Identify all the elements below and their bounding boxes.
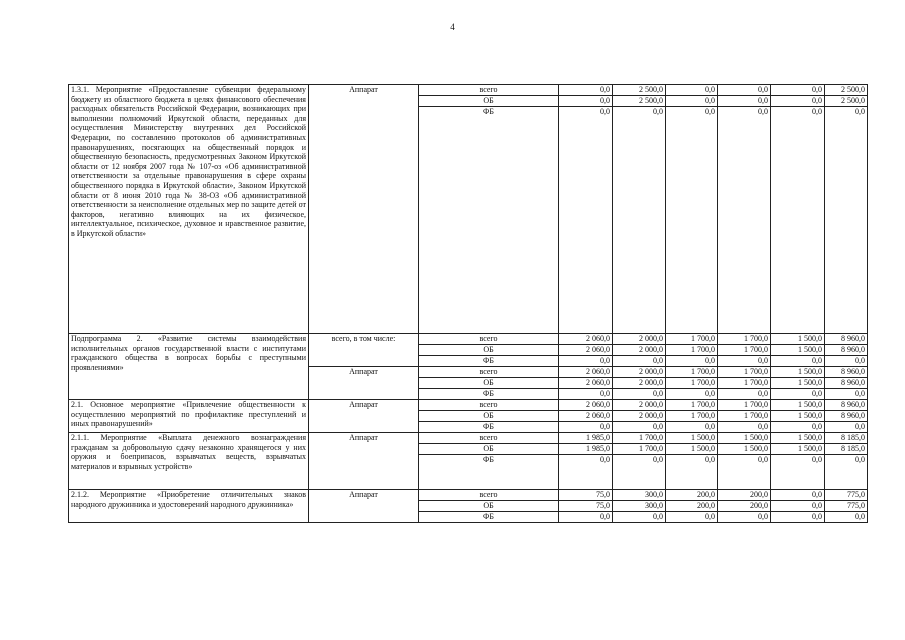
funding-source-cell: ОБ xyxy=(419,345,559,356)
year-value-cell: 1 500,0 xyxy=(666,433,718,444)
year-value-cell: 1 700,0 xyxy=(718,378,771,389)
year-value-cell: 0,0 xyxy=(666,107,718,334)
year-value-cell: 0,0 xyxy=(559,96,613,107)
year-value-cell: 0,0 xyxy=(771,455,825,490)
measure-description: 2.1.2. Мероприятие «Приобретение отличительных знаков народного дружинника и удостоверений народного дружинника» xyxy=(69,490,309,523)
funding-source-cell: ФБ xyxy=(419,422,559,433)
total-value-cell: 2 500,0 xyxy=(825,85,868,96)
funding-source-cell: ОБ xyxy=(419,501,559,512)
total-value-cell: 8 960,0 xyxy=(825,378,868,389)
measure-description: 2.1.1. Мероприятие «Выплата денежного вознаграждения гражданам за добровольную сдачу незаконно хранящегося у них оружия и боеприпасов, взрывчатых веществ, взрывчатых материалов и взрывных устройств» xyxy=(69,433,309,490)
total-value-cell: 0,0 xyxy=(825,455,868,490)
year-value-cell: 75,0 xyxy=(559,490,613,501)
year-value-cell: 0,0 xyxy=(666,96,718,107)
year-value-cell: 1 500,0 xyxy=(718,433,771,444)
year-value-cell: 0,0 xyxy=(666,85,718,96)
year-value-cell: 0,0 xyxy=(771,389,825,400)
table-row xyxy=(69,490,868,501)
year-value-cell: 1 500,0 xyxy=(666,444,718,455)
year-value-cell: 200,0 xyxy=(718,490,771,501)
year-value-cell: 1 500,0 xyxy=(771,378,825,389)
measure-description: 1.3.1. Мероприятие «Предоставление субвенции федеральному бюджету из областного бюджета в целях финансового обеспечения расходных обязательств Российской Федерации, возникающих при выполнении полномочий Иркутской области, переданных для осуществления Министерству внутренних дел Российской Федерации, по составлению протоколов об административных правонарушениях, посягающих на общественный порядок и общественную безопасность, предусмотренных Законом Иркутской области от 12 ноября 2007 года № 107-оз «Об административной ответственности за отдельные правонарушения в сфере охраны общественного порядка в Иркутской области», Законом Иркутской области от 8 июня 2010 года № 38-ОЗ «Об административной ответственности за неисполнение отдельных мер по защите детей от факторов, негативно влияющих на их физическое, интеллектуальное, психическое, духовное и нравственное развитие, в Иркутской области» xyxy=(69,85,309,334)
year-value-cell: 0,0 xyxy=(613,107,666,334)
year-value-cell: 2 000,0 xyxy=(613,345,666,356)
year-value-cell: 2 060,0 xyxy=(559,378,613,389)
funding-source-cell: ФБ xyxy=(419,107,559,334)
year-value-cell: 2 060,0 xyxy=(559,367,613,378)
total-value-cell: 8 960,0 xyxy=(825,367,868,378)
year-value-cell: 0,0 xyxy=(666,455,718,490)
year-value-cell: 0,0 xyxy=(613,389,666,400)
funding-source-cell: ФБ xyxy=(419,512,559,523)
funding-source-cell: ФБ xyxy=(419,455,559,490)
year-value-cell: 0,0 xyxy=(718,512,771,523)
year-value-cell: 2 060,0 xyxy=(559,411,613,422)
year-value-cell: 0,0 xyxy=(613,356,666,367)
year-value-cell: 0,0 xyxy=(559,107,613,334)
year-value-cell: 0,0 xyxy=(718,389,771,400)
table-row xyxy=(69,400,868,411)
year-value-cell: 1 500,0 xyxy=(718,444,771,455)
year-value-cell: 0,0 xyxy=(771,512,825,523)
year-value-cell: 0,0 xyxy=(559,389,613,400)
total-value-cell: 8 960,0 xyxy=(825,345,868,356)
year-value-cell: 0,0 xyxy=(771,96,825,107)
year-value-cell: 0,0 xyxy=(613,455,666,490)
year-value-cell: 0,0 xyxy=(771,490,825,501)
year-value-cell: 200,0 xyxy=(666,501,718,512)
executor-cell: Аппарат xyxy=(309,400,419,433)
total-value-cell: 8 960,0 xyxy=(825,411,868,422)
year-value-cell: 2 060,0 xyxy=(559,400,613,411)
funding-source-cell: ОБ xyxy=(419,411,559,422)
year-value-cell: 0,0 xyxy=(718,356,771,367)
year-value-cell: 2 000,0 xyxy=(613,334,666,345)
total-value-cell: 0,0 xyxy=(825,389,868,400)
page-number: 4 xyxy=(450,22,455,32)
year-value-cell: 0,0 xyxy=(559,455,613,490)
total-value-cell: 775,0 xyxy=(825,490,868,501)
total-value-cell: 775,0 xyxy=(825,501,868,512)
year-value-cell: 1 700,0 xyxy=(613,433,666,444)
year-value-cell: 0,0 xyxy=(718,422,771,433)
year-value-cell: 0,0 xyxy=(771,107,825,334)
year-value-cell: 0,0 xyxy=(559,512,613,523)
year-value-cell: 1 500,0 xyxy=(771,334,825,345)
year-value-cell: 0,0 xyxy=(666,389,718,400)
funding-source-cell: ФБ xyxy=(419,356,559,367)
year-value-cell: 1 700,0 xyxy=(666,378,718,389)
total-value-cell: 8 960,0 xyxy=(825,334,868,345)
funding-source-cell: всего xyxy=(419,490,559,501)
year-value-cell: 75,0 xyxy=(559,501,613,512)
table-row xyxy=(69,433,868,444)
year-value-cell: 0,0 xyxy=(771,422,825,433)
total-value-cell: 8 185,0 xyxy=(825,433,868,444)
year-value-cell: 0,0 xyxy=(718,107,771,334)
funding-source-cell: всего xyxy=(419,334,559,345)
year-value-cell: 1 700,0 xyxy=(718,400,771,411)
year-value-cell: 200,0 xyxy=(666,490,718,501)
year-value-cell: 1 500,0 xyxy=(771,400,825,411)
year-value-cell: 2 000,0 xyxy=(613,411,666,422)
year-value-cell: 0,0 xyxy=(613,422,666,433)
executor-cell: Аппарат xyxy=(309,85,419,334)
year-value-cell: 200,0 xyxy=(718,501,771,512)
year-value-cell: 1 700,0 xyxy=(718,367,771,378)
year-value-cell: 0,0 xyxy=(771,85,825,96)
measure-description: 2.1. Основное мероприятие «Привлечение общественности к осуществлению мероприятий по профилактике преступлений и иных правонарушений» xyxy=(69,400,309,433)
funding-source-cell: всего xyxy=(419,433,559,444)
year-value-cell: 300,0 xyxy=(613,501,666,512)
year-value-cell: 1 500,0 xyxy=(771,433,825,444)
year-value-cell: 1 700,0 xyxy=(666,345,718,356)
year-value-cell: 1 985,0 xyxy=(559,444,613,455)
year-value-cell: 1 985,0 xyxy=(559,433,613,444)
table-row xyxy=(69,334,868,345)
funding-source-cell: всего xyxy=(419,400,559,411)
program-table xyxy=(68,84,868,523)
year-value-cell: 0,0 xyxy=(718,96,771,107)
year-value-cell: 0,0 xyxy=(559,85,613,96)
total-value-cell: 0,0 xyxy=(825,512,868,523)
year-value-cell: 2 060,0 xyxy=(559,345,613,356)
year-value-cell: 0,0 xyxy=(613,512,666,523)
year-value-cell: 0,0 xyxy=(771,356,825,367)
year-value-cell: 1 500,0 xyxy=(771,444,825,455)
year-value-cell: 2 060,0 xyxy=(559,334,613,345)
table-row xyxy=(69,85,868,96)
funding-source-cell: ФБ xyxy=(419,389,559,400)
total-value-cell: 0,0 xyxy=(825,356,868,367)
year-value-cell: 1 500,0 xyxy=(771,411,825,422)
year-value-cell: 0,0 xyxy=(666,422,718,433)
year-value-cell: 0,0 xyxy=(718,455,771,490)
year-value-cell: 2 000,0 xyxy=(613,400,666,411)
year-value-cell: 0,0 xyxy=(718,85,771,96)
executor-cell: всего, в том числе: xyxy=(309,334,419,367)
year-value-cell: 1 700,0 xyxy=(666,411,718,422)
total-value-cell: 2 500,0 xyxy=(825,96,868,107)
executor-cell: Аппарат xyxy=(309,490,419,523)
year-value-cell: 2 000,0 xyxy=(613,367,666,378)
total-value-cell: 8 185,0 xyxy=(825,444,868,455)
year-value-cell: 1 700,0 xyxy=(666,400,718,411)
executor-cell: Аппарат xyxy=(309,433,419,490)
funding-source-cell: ОБ xyxy=(419,444,559,455)
total-value-cell: 0,0 xyxy=(825,107,868,334)
year-value-cell: 1 700,0 xyxy=(718,345,771,356)
year-value-cell: 1 700,0 xyxy=(718,334,771,345)
funding-source-cell: ОБ xyxy=(419,378,559,389)
year-value-cell: 1 700,0 xyxy=(666,367,718,378)
executor-cell: Аппарат xyxy=(309,367,419,400)
year-value-cell: 0,0 xyxy=(771,501,825,512)
year-value-cell: 0,0 xyxy=(559,356,613,367)
year-value-cell: 300,0 xyxy=(613,490,666,501)
year-value-cell: 1 500,0 xyxy=(771,345,825,356)
funding-source-cell: всего xyxy=(419,85,559,96)
year-value-cell: 0,0 xyxy=(666,356,718,367)
year-value-cell: 1 700,0 xyxy=(666,334,718,345)
year-value-cell: 0,0 xyxy=(666,512,718,523)
measure-description: Подпрограмма 2. «Развитие системы взаимодействия исполнительных органов государственной власти с институтами гражданского общества в вопросах борьбы с преступными проявлениями» xyxy=(69,334,309,400)
total-value-cell: 0,0 xyxy=(825,422,868,433)
year-value-cell: 0,0 xyxy=(559,422,613,433)
year-value-cell: 1 500,0 xyxy=(771,367,825,378)
year-value-cell: 2 500,0 xyxy=(613,96,666,107)
year-value-cell: 1 700,0 xyxy=(613,444,666,455)
total-value-cell: 8 960,0 xyxy=(825,400,868,411)
year-value-cell: 2 000,0 xyxy=(613,378,666,389)
year-value-cell: 1 700,0 xyxy=(718,411,771,422)
funding-source-cell: всего xyxy=(419,367,559,378)
year-value-cell: 2 500,0 xyxy=(613,85,666,96)
funding-source-cell: ОБ xyxy=(419,96,559,107)
